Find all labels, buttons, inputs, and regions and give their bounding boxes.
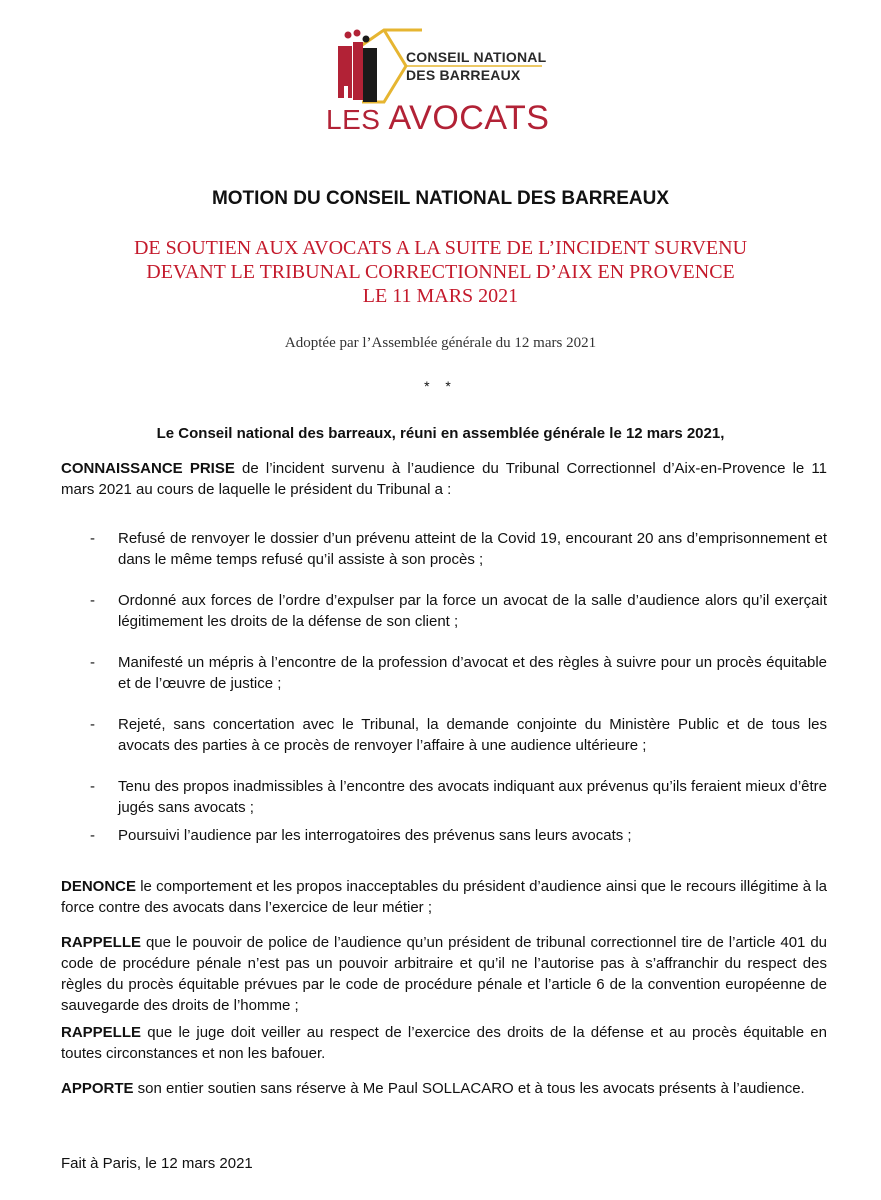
paragraph-lead: RAPPELLE <box>61 1024 142 1041</box>
document-subtitle <box>60 236 821 308</box>
intro-statement: Le Conseil national des barreaux, réuni en assemblée générale le 12 mars 2021, <box>156 425 725 442</box>
list-item-text: Ordonné aux forces de l’ordre d’expulser par la force un avocat de la salle d’audience alors qu’il exerçait légitimement les droits de la défense de son client ; <box>118 592 827 630</box>
logo-line2: DES BARREAUX <box>406 67 521 83</box>
cnb-logo-text <box>406 48 546 84</box>
list-dash: - <box>90 530 95 547</box>
paragraph-denonce <box>61 876 827 918</box>
subtitle-line3: LE 11 MARS 2021 <box>362 285 519 307</box>
signature-date: Fait à Paris, le 12 mars 2021 <box>61 1155 253 1172</box>
paragraph-lead: APPORTE <box>61 1080 134 1097</box>
paragraph-connaissance <box>61 458 827 500</box>
separator-stars: * * <box>424 378 457 394</box>
paragraph-lead: RAPPELLE <box>61 934 142 951</box>
list-dash: - <box>90 778 95 795</box>
subtitle-line1: DE SOUTIEN AUX AVOCATS A LA SUITE DE L’INCIDENT SURVENU <box>133 237 748 259</box>
paragraph-text: le comportement et les propos inacceptables du président d’audience ainsi que le recours illégitime à la force contre des avocats dans l’exercice de leur métier ; <box>61 878 827 916</box>
paragraph-rappelle-1 <box>61 932 827 1016</box>
subtitle-line2: DEVANT LE TRIBUNAL CORRECTIONNEL D’AIX EN PROVENCE <box>146 261 735 283</box>
paragraph-text: que le juge doit veiller au respect de l’exercice des droits de la défense et au procès équitable en toutes circonstances et non les bafouer. <box>61 1024 827 1062</box>
paragraph-lead: DENONCE <box>61 878 137 895</box>
list-item <box>90 652 827 694</box>
list-item <box>90 776 827 818</box>
list-item <box>90 590 827 632</box>
paragraph-lead: CONNAISSANCE PRISE <box>61 460 235 477</box>
list-dash: - <box>90 827 95 844</box>
paragraph-text: de l’incident survenu à l’audience du Tribunal Correctionnel d’Aix-en-Provence le 11 mars 2021 au cours de laquelle le président du Tribunal a : <box>61 460 827 498</box>
adoption-note: Adoptée par l’Assemblée générale du 12 mars 2021 <box>284 335 597 351</box>
list-item <box>90 825 827 846</box>
document-title: MOTION DU CONSEIL NATIONAL DES BARREAUX <box>211 188 670 209</box>
list-dash: - <box>90 654 95 671</box>
wordmark-les: LES <box>326 104 381 135</box>
les-avocats-wordmark <box>326 98 549 140</box>
list-item-text: Tenu des propos inadmissibles à l’encontre des avocats indiquant aux prévenus qu’ils feraient mieux d’être jugés sans avocats ; <box>118 778 827 816</box>
paragraph-text: que le pouvoir de police de l’audience qu’un président de tribunal correctionnel tire de l’article 401 du code de procédure pénale n’est pas un pouvoir arbitraire et qu’il ne l’autorise pas à s’affranchir du respect des règles du procès équitable prévues par le code de procédure pénale et l’article 6 de la convention européenne de sauvegarde des droits de l’homme ; <box>61 934 827 1014</box>
list-item-text: Rejeté, sans concertation avec le Tribunal, la demande conjointe du Ministère Public et de tous les avocats des parties à ce procès de renvoyer l’affaire à une audience ultérieure ; <box>118 716 827 754</box>
cnb-logo <box>326 26 556 144</box>
list-dash: - <box>90 716 95 733</box>
list-item <box>90 528 827 570</box>
paragraph-rappelle-2 <box>61 1022 827 1064</box>
list-item-text: Manifesté un mépris à l’encontre de la profession d’avocat et des règles à suivre pour un procès équitable et de l’œuvre de justice ; <box>118 654 827 692</box>
logo-line1: CONSEIL NATIONAL <box>406 49 547 65</box>
list-item-text: Refusé de renvoyer le dossier d’un prévenu atteint de la Covid 19, encourant 20 ans d’emprisonnement et dans le même temps refusé qu’il assiste à son procès ; <box>118 530 827 568</box>
wordmark-avocats: AVOCATS <box>388 99 550 137</box>
paragraph-apporte <box>61 1078 827 1099</box>
list-dash: - <box>90 592 95 609</box>
list-item-text: Poursuivi l’audience par les interrogatoires des prévenus sans leurs avocats ; <box>118 827 632 844</box>
paragraph-text: son entier soutien sans réserve à Me Paul SOLLACARO et à tous les avocats présents à l’audience. <box>133 1080 805 1097</box>
list-item <box>90 714 827 756</box>
